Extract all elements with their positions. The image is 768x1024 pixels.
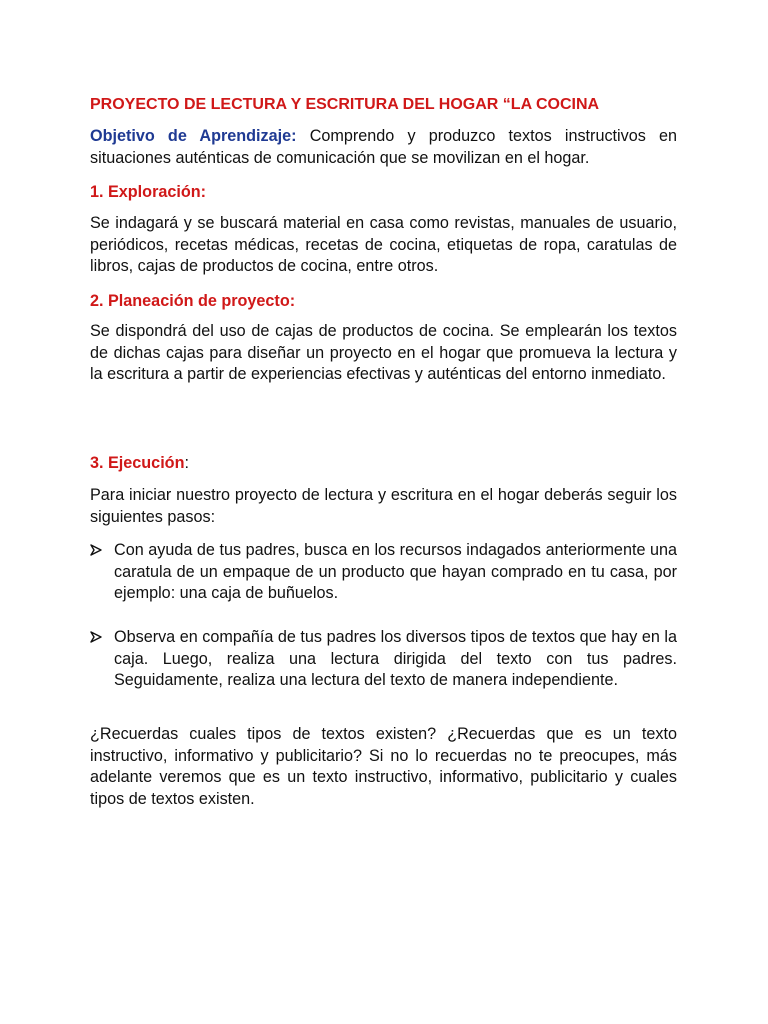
exploracion-body: Se indagará y se buscará material en casa como revistas, manuales de usuario, periódicos, recetas médicas, recetas de cocina, etiquetas de ropa, caratulas de libros, cajas de productos de cocina, entre otros. bbox=[90, 214, 677, 275]
step-text: Con ayuda de tus padres, busca en los recursos indagados anteriormente una caratula de un empaque de un producto que hayan comprado en tu casa, por ejemplo: una caja de buñuelos. bbox=[114, 541, 677, 602]
ejecucion-intro: Para iniciar nuestro proyecto de lectura y escritura en el hogar deberás seguir los siguientes pasos: bbox=[90, 486, 677, 526]
objective-paragraph bbox=[90, 126, 677, 169]
planeacion-body: Se dispondrá del uso de cajas de productos de cocina. Se emplearán los textos de dichas cajas para diseñar un proyecto en el hogar que promueva la lectura y la escritura a partir de experiencias efectivas y auténticas del entorno inmediato. bbox=[90, 322, 677, 383]
objective-text: Comprendo y produzco textos instructivos en situaciones auténticas de comunicación que se movilizan en el hogar. bbox=[90, 127, 678, 167]
section-heading-exploracion: 1. Exploración: bbox=[90, 183, 207, 201]
section-heading-ejecucion-colon: : bbox=[184, 454, 189, 472]
section-heading-ejecucion: 3. Ejecución bbox=[90, 454, 185, 472]
step-text: Observa en compañía de tus padres los diversos tipos de textos que hay en la caja. Luego, realiza una lectura dirigida del texto con tus padres. Seguidamente, realiza una lectura del texto de manera independiente. bbox=[114, 628, 677, 689]
list-item bbox=[90, 627, 677, 692]
section-heading-planeacion: 2. Planeación de proyecto: bbox=[90, 292, 296, 310]
arrowhead-bullet-icon bbox=[90, 627, 104, 643]
list-item bbox=[90, 540, 677, 605]
arrowhead-bullet-icon bbox=[90, 540, 104, 556]
section-heading-ejecucion-wrap bbox=[90, 453, 677, 475]
document-title: PROYECTO DE LECTURA Y ESCRITURA DEL HOGAR “LA COCINA bbox=[90, 96, 600, 113]
objective-label: Objetivo de Aprendizaje: bbox=[90, 127, 297, 145]
closing-paragraph: ¿Recuerdas cuales tipos de textos existen? ¿Recuerdas que es un texto instructivo, informativo y publicitario? Si no lo recuerdas no te preocupes, más adelante veremos que es un texto instructivo, informativo, publicitario y cuales tipos de textos existen. bbox=[90, 725, 677, 808]
